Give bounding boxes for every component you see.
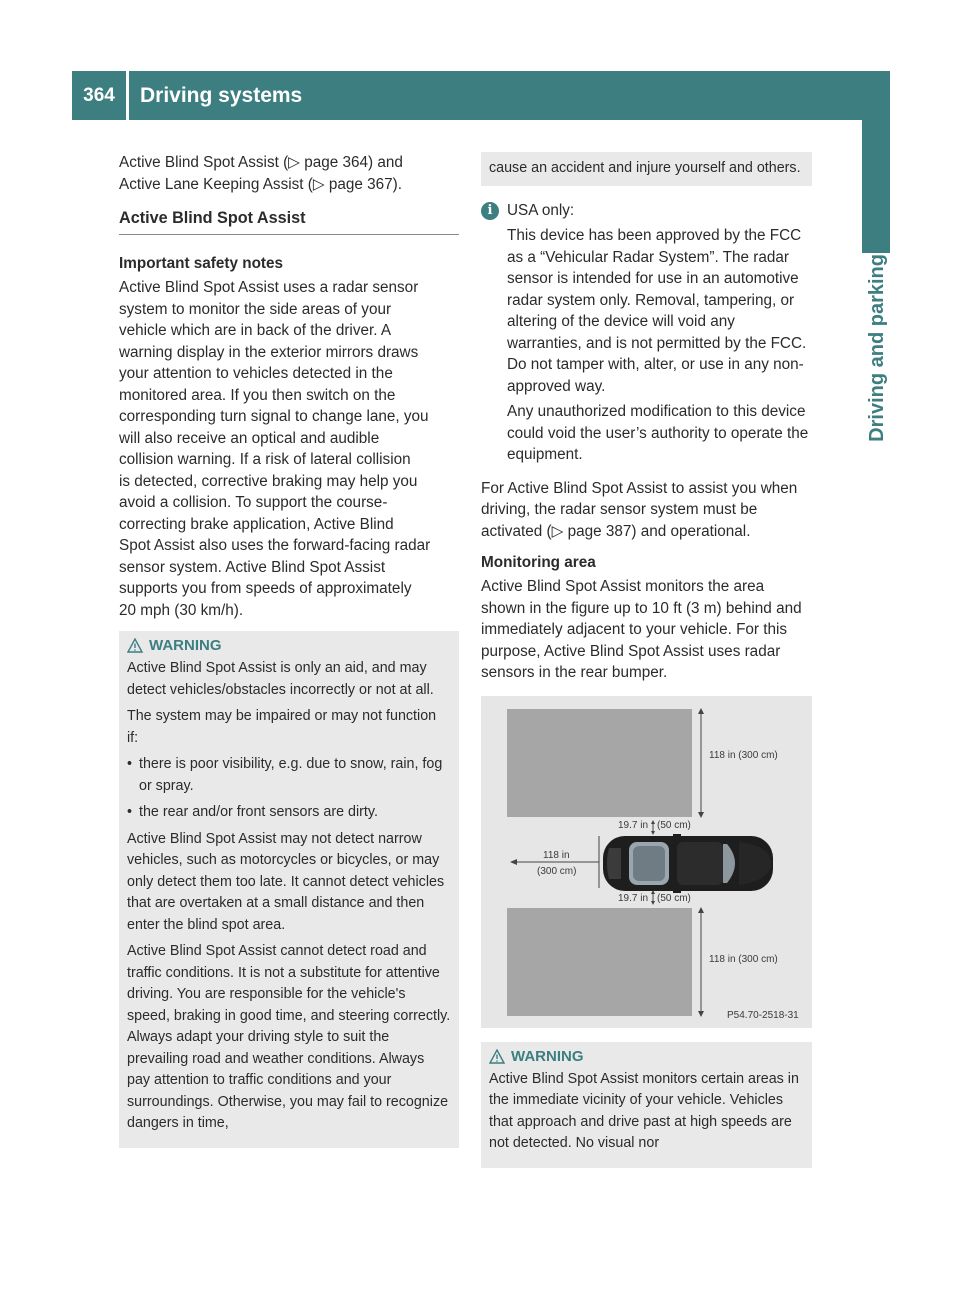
warning-continued-box xyxy=(481,152,812,186)
warning-triangle-icon xyxy=(127,638,143,653)
info-icon: i xyxy=(481,202,499,220)
subhead-safety: Important safety notes xyxy=(119,255,284,272)
body-line: your attention to vehicles detected in the xyxy=(119,365,393,382)
page-number: 364 xyxy=(83,85,115,106)
body-line: Active Blind Spot Assist uses a radar sensor xyxy=(119,279,419,296)
body-line: Spot Assist also uses the forward-facing radar xyxy=(119,537,431,554)
warning-text: The system may be impaired or may not function if: xyxy=(127,708,437,746)
list-item-text: there is poor visibility, e.g. due to snow, rain, fog or spray. xyxy=(139,756,443,794)
info-content xyxy=(507,200,812,470)
warning-text: Active Blind Spot Assist cannot detect road and traffic conditions. It is not a substitute for attentive driving. You are responsible for the vehicle's speed, braking in good time, and steering correctly. Always adapt your driving style to suit the prevailing road and weather conditions. Always pay attention to traffic conditions and your surroundings. Otherwise, you may fail to recognize dangers in time, xyxy=(127,943,451,1131)
car-icon xyxy=(603,834,773,893)
body-line: avoid a collision. To support the course- xyxy=(119,494,388,511)
label-zone-length-bottom: 118 in (300 cm) xyxy=(709,953,778,965)
list-item: • the rear and/or front sensors are dirty. xyxy=(127,802,451,824)
monitoring-area-figure xyxy=(481,696,812,1028)
zone-upper xyxy=(507,709,692,817)
body-line: 20 mph (30 km/h). xyxy=(119,601,244,619)
label-zone-length-top: 118 in (300 cm) xyxy=(709,749,778,761)
warning-continued-text: cause an accident and injure yourself and others. xyxy=(489,160,801,176)
body-line: vehicle which are in back of the driver. A xyxy=(119,322,392,339)
body-line: system to monitor the side areas of your xyxy=(119,300,392,318)
side-label-text: Driving and parking xyxy=(866,254,888,442)
side-label xyxy=(866,254,888,654)
body-line: monitored area. If you then switch on the xyxy=(119,386,396,404)
header-divider xyxy=(126,71,129,120)
warning-heading xyxy=(127,637,451,654)
label-gap-top-metric: (50 cm) xyxy=(657,819,691,831)
label-gap-bottom: 19.7 in xyxy=(618,892,649,904)
side-tab xyxy=(862,120,890,253)
label-gap-top: 19.7 in xyxy=(618,819,649,831)
list-item: • there is poor visibility, e.g. due to snow, rain, fog or spray. xyxy=(127,754,451,797)
warning-box xyxy=(119,631,459,1148)
info-title: USA only: xyxy=(507,201,575,219)
label-rear-distance: 118 in xyxy=(543,849,570,861)
subhead-monitoring: Monitoring area xyxy=(481,554,596,571)
left-column xyxy=(119,152,459,1148)
body-line: sensor system. Active Blind Spot Assist xyxy=(119,558,386,576)
label-rear-distance-metric: (300 cm) xyxy=(537,865,577,877)
info-text: This device has been approved by the FCC as a “Vehicular Radar System”. The radar sensor is intended for use in an automotive radar system only. Removal, tampering, or altering of the device will void any warranties, and is not permitted by the FCC. Do not tamper with, alter, or use in any non-approved way. xyxy=(507,227,807,395)
body-line: collision warning. If a risk of lateral collision xyxy=(119,451,411,468)
body-line: warning display in the exterior mirrors draws xyxy=(119,343,419,361)
monitoring-text: Active Blind Spot Assist monitors the area shown in the figure up to 10 ft (3 m) behind and immediately adjacent to your vehicle. For this purpose, Active Blind Spot Assist uses radar sensors in the rear bumper. xyxy=(481,578,802,681)
body-line: supports you from speeds of approximately xyxy=(119,580,412,597)
label-gap-bottom-metric: (50 cm) xyxy=(657,892,691,904)
warning-heading xyxy=(489,1048,804,1065)
body-line: correcting brake application, Active Blind xyxy=(119,515,394,533)
warning-text: Active Blind Spot Assist monitors certain areas in the immediate vicinity of your vehicle. Vehicles that approach and drive past at high speeds are not detected. No visual nor xyxy=(489,1070,799,1151)
info-note xyxy=(481,200,812,470)
monitoring-area-diagram xyxy=(481,696,812,1028)
body-line: corresponding turn signal to change lane, you xyxy=(119,408,429,425)
zone-lower xyxy=(507,908,692,1016)
info-text: Any unauthorized modification to this device could void the user’s authority to operate the equipment. xyxy=(507,403,809,463)
warning-text: Active Blind Spot Assist may not detect narrow vehicles, such as motorcycles or bicycles, or may only detect them too late. It cannot detect vehicles that are overtaken at a small distance and then enter the blind spot area. xyxy=(127,830,445,933)
warning-title: WARNING xyxy=(511,1047,584,1065)
intro-text xyxy=(119,152,459,195)
right-column xyxy=(481,152,812,1168)
warning-text: Active Blind Spot Assist is only an aid, and may detect vehicles/obstacles incorrectly or not at all. xyxy=(127,660,434,698)
intro-line: Active Lane Keeping Assist (▷ page 367). xyxy=(119,175,403,193)
body-line: will also receive an optical and audible xyxy=(119,429,380,447)
section-title: Active Blind Spot Assist xyxy=(119,209,459,235)
warning-title: WARNING xyxy=(149,637,222,654)
intro-line: Active Blind Spot Assist (▷ page 364) and xyxy=(119,154,403,171)
page-title: Driving systems xyxy=(140,84,303,107)
figure-code: P54.70-2518-31 xyxy=(727,1009,799,1021)
activation-text: For Active Blind Spot Assist to assist you when driving, the radar sensor system must be activated (▷ page 387) and operational. xyxy=(481,479,798,540)
list-item-text: the rear and/or front sensors are dirty. xyxy=(139,804,378,820)
body-text xyxy=(119,277,459,621)
warning-box-2 xyxy=(481,1042,812,1168)
warning-triangle-icon xyxy=(489,1049,505,1064)
body-line: is detected, corrective braking may help you xyxy=(119,472,418,490)
